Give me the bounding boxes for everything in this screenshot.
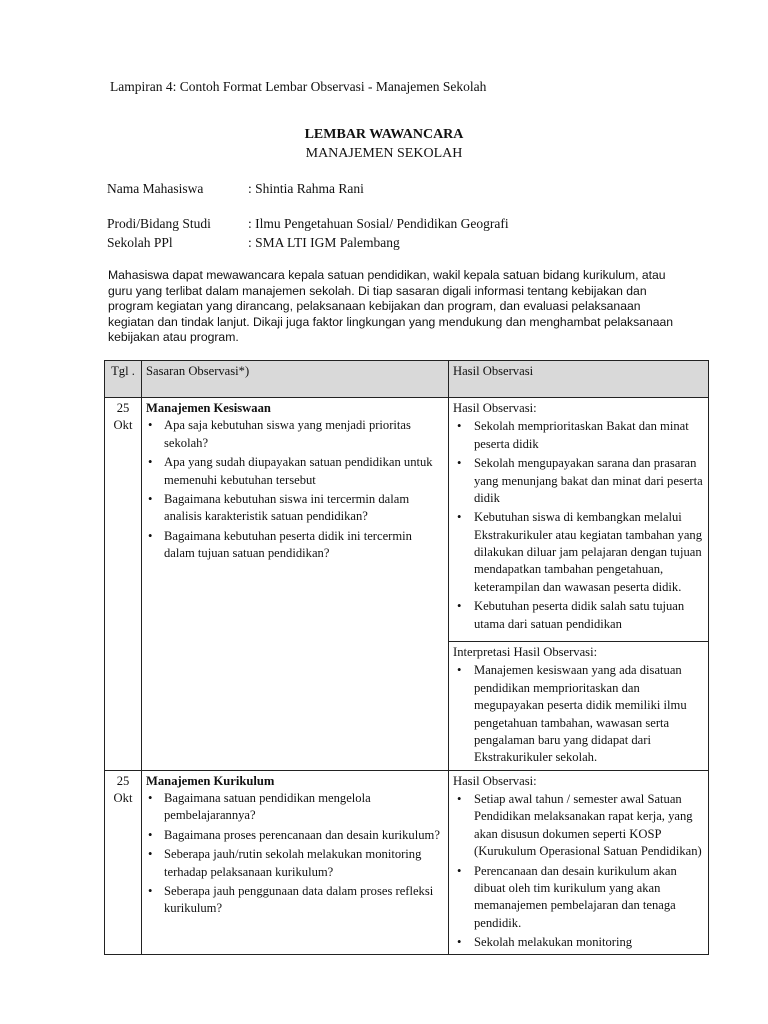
list-item: • Kebutuhan siswa di kembangkan melalui Ekstrakurikuler atau kegiatan tambahan yang dilakukan diluar jam pelajaran dengan tujuan mendapatkan tambahan pengetahuan, keterampilan dan wawasan peserta didik.: [455, 509, 704, 596]
section-title: Manajemen Kurikulum: [146, 773, 275, 788]
table-row: [105, 770, 709, 955]
info-label: Prodi/Bidang Studi: [107, 216, 211, 231]
list-item: • Seberapa jauh/rutin sekolah melakukan monitoring terhadap pelaksanaan kurikulum?: [146, 846, 444, 881]
list-item: • Sekolah melakukan monitoring: [455, 934, 704, 951]
list-item: • Apa yang sudah diupayakan satuan pendidikan untuk memenuhi kebutuhan tersebut: [146, 454, 444, 489]
list-item: • Bagaimana proses perencanaan dan desain kurikulum?: [146, 827, 444, 844]
document-title: LEMBAR WAWANCARA: [304, 127, 464, 142]
interpretasi-label: Interpretasi Hasil Observasi:: [453, 645, 598, 659]
info-value: : Ilmu Pengetahuan Sosial/ Pendidikan Geografi: [248, 216, 509, 231]
row-date: 25 Okt: [105, 770, 142, 955]
hasil-list: [453, 418, 704, 633]
observation-table: [104, 360, 709, 955]
list-item: • Bagaimana satuan pendidikan mengelola pembelajarannya?: [146, 790, 444, 825]
sasaran-cell: [142, 770, 449, 955]
header-tgl: Tgl .: [105, 361, 142, 398]
info-row-nama: [107, 180, 364, 198]
info-row-prodi: [107, 215, 509, 233]
list-item: • Bagaimana kebutuhan peserta didik ini tercermin dalam tujuan satuan pendidikan?: [146, 528, 444, 563]
hasil-label: Hasil Observasi:: [453, 773, 537, 788]
list-item: • Bagaimana kebutuhan siswa ini tercermin dalam analisis karakteristik satuan pendidikan?: [146, 491, 444, 526]
sasaran-cell: [142, 398, 449, 771]
interpretasi-cell: [449, 642, 709, 771]
document-subtitle: MANAJEMEN SEKOLAH: [305, 146, 463, 161]
hasil-cell: [449, 770, 709, 955]
list-item: • Apa saja kebutuhan siswa yang menjadi prioritas sekolah?: [146, 417, 444, 452]
table-header-row: [105, 361, 709, 398]
list-item: • Manajemen kesiswaan yang ada disatuan pendidikan memprioritaskan dan megupayakan peserta didik memiliki ilmu pengetahuan tambahan, wawasan serta pengalaman baru yang didapat dari Ekstrakurikuler sekolah.: [455, 662, 704, 766]
list-item: • Kebutuhan peserta didik salah satu tujuan utama dari satuan pendidikan: [455, 598, 704, 633]
list-item: • Perencanaan dan desain kurikulum akan dibuat oleh tim kurikulum yang akan memanajemen pembelajaran dan tenaga pendidik.: [455, 863, 704, 933]
list-item: • Setiap awal tahun / semester awal Satuan Pendidikan melaksanakan rapat kerja, yang akan disusun dokumen seperti KOSP (Kurukulum Operasional Satuan Pendidikan): [455, 791, 704, 861]
header-sasaran: Sasaran Observasi*): [142, 361, 449, 398]
question-list: [146, 790, 444, 918]
row-date: 25 Okt: [105, 398, 142, 771]
info-label: Sekolah PPl: [107, 235, 173, 250]
table-row: [105, 398, 709, 642]
intro-paragraph: Mahasiswa dapat mewawancara kepala satuan pendidikan, wakil kepala satuan bidang kurikulum, atau guru yang terlibat dalam manajemen sekolah. Di tiap sasaran digali informasi tentang kebijakan dan program kegiatan yang dirancang, pelaksanaan kebijakan dan program, dan evaluasi pelaksanaan kegiatan dan tindak lanjut. Dikaji juga faktor lingkungan yang mendukung dan menghambat pelaksanaan kebijakan atau program.: [108, 268, 674, 345]
appendix-heading: Lampiran 4: Contoh Format Lembar Observasi - Manajemen Sekolah: [110, 79, 487, 94]
hasil-label: Hasil Observasi:: [453, 401, 537, 415]
info-value: : Shintia Rahma Rani: [248, 181, 364, 196]
interpretasi-list: [453, 662, 704, 766]
question-list: [146, 417, 444, 562]
header-hasil: Hasil Observasi: [449, 361, 709, 398]
list-item: • Sekolah mengupayakan sarana dan prasaran yang menunjang bakat dan minat dari peserta didik: [455, 455, 704, 507]
hasil-cell: [449, 398, 709, 642]
hasil-list: [453, 791, 704, 951]
info-value: : SMA LTI IGM Palembang: [248, 235, 400, 250]
info-row-sekolah: [107, 234, 400, 252]
list-item: • Seberapa jauh penggunaan data dalam proses refleksi kurikulum?: [146, 883, 444, 918]
list-item: • Sekolah memprioritaskan Bakat dan minat peserta didik: [455, 418, 704, 453]
info-label: Nama Mahasiswa: [107, 181, 204, 196]
section-title: Manajemen Kesiswaan: [146, 401, 271, 415]
